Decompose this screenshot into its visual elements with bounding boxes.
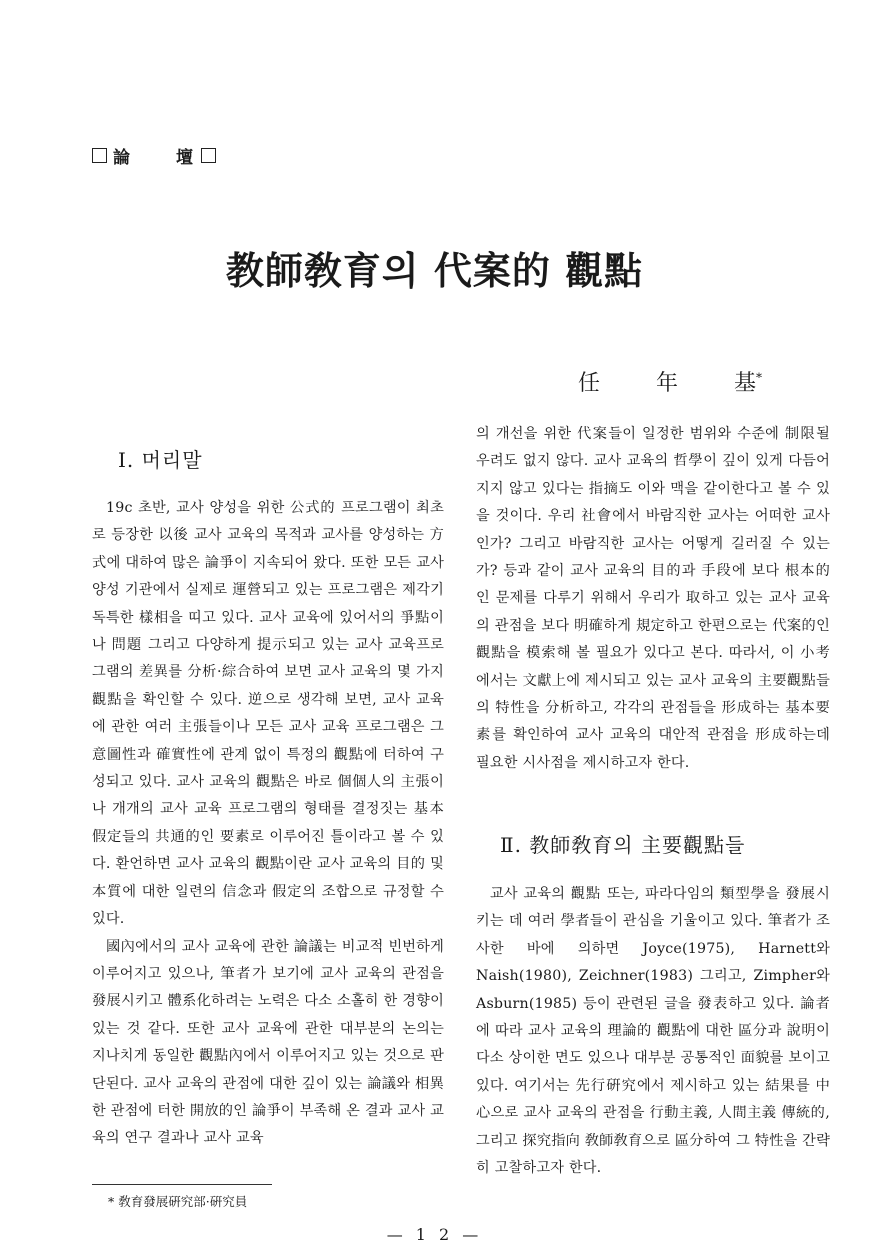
author-char-3: 基* <box>734 370 763 396</box>
section-tag-char-1: 論 <box>113 148 132 168</box>
author-name <box>578 366 762 397</box>
section-1-heading: Ⅰ. 머리말 <box>118 448 203 472</box>
section-tag <box>92 143 216 168</box>
paragraph: 의 개선을 위한 代案들이 일정한 범위와 수준에 制限될 우려도 없지 않다. 교사 교육의 哲學이 깊이 있게 다듬어지지 않고 있다는 指摘도 이와 맥을 같이한다고 볼 수 있을 것이다. 우리 社會에서 바람직한 교사는 어떠한 교사인가? 그리고 바람직한 교사는 어떻게 길러질 수 있는가? 등과 같이 교사 교육의 目的과 手段에 보다 根本的인 문제를 다루기 위해서 우리가 取하고 있는 교사 교육의 관점을 보다 明確하게 規定하고 한편으로는 代案的인 觀點을 模索해 볼 필요가 있다고 본다. 따라서, 이 小考에서는 文獻上에 제시되고 있는 교사 교육의 主要觀點들의 特性을 分析하고, 각각의 관점들을 形成하는 基本要素를 확인하여 교사 교육의 대안적 관점을 形成하는데 필요한 시사점을 제시하고자 한다. <box>476 426 830 771</box>
footnote: * 敎育發展硏究部·硏究員 <box>108 1194 248 1209</box>
paragraph: 國內에서의 교사 교육에 관한 論議는 비교적 빈번하게 이루어지고 있으나, 筆者가 보기에 교사 교육의 관점을 發展시키고 體系化하려는 노력은 다소 소홀히 한 경향이 있는 것 같다. 또한 교사 교육에 관한 대부분의 논의는 지나치게 동일한 觀點內에서 이루어지고 있는 것으로 판단된다. 교사 교육의 관점에 대한 깊이 있는 論議와 相異한 관점에 터한 開放的인 論爭이 부족해 온 결과 교사 교육의 연구 결과나 교사 교육 <box>92 938 444 1147</box>
paragraph: 19c 초반, 교사 양성을 위한 公式的 프로그램이 최초로 등장한 以後 교사 교육의 목적과 교사를 양성하는 方式에 대하여 많은 論爭이 지속되어 왔다. 또한 모든 교사 양성 기관에서 실제로 運營되고 있는 프로그램은 제각기 독특한 樣相을 띠고 있다. 교사 교육에 있어서의 爭點이나 問題 그리고 다양하게 提示되고 있는 교사 교육프로그램의 差異를 分析·綜合하여 보면 교사 교육의 몇 가지 觀點을 확인할 수 있다. 逆으로 생각해 보면, 교사 교육에 관한 여러 主張들이나 모든 교사 교육 프로그램은 그 意圖性과 確實性에 관계 없이 특정의 觀點에 터하여 구성되고 있다. 교사 교육의 觀點은 바로 個個人의 主張이나 개개의 교사 교육 프로그램의 형태를 결정짓는 基本假定들의 共通的인 要素로 이루어진 틀이라고 볼 수 있다. 환언하면 교사 교육의 觀點이란 교사 교육의 目的 및 本質에 대한 일련의 信念과 假定의 조합으로 규정할 수 있다. <box>92 500 444 928</box>
section-tag-char-2: 壇 <box>176 148 195 168</box>
paragraph: 교사 교육의 觀點 또는, 파라다임의 類型學을 發展시키는 데 여러 學者들이 관심을 기울이고 있다. 筆者가 조사한 바에 의하면 Joyce(1975), Harnett와 Naish(1980), Zeichner(1983) 그리고, Zimpher와 Asburn(1985) 등이 관련된 글을 發表하고 있다. 論者에 따라 교사 교육의 理論的 觀點에 대한 區分과 說明이 다소 상이한 면도 있으나 대부분 공통적인 面貌를 보이고 있다. 여기서는 先行硏究에서 제시하고 있는 結果를 中心으로 교사 교육의 관점을 行動主義, 人間主義 傳統的, 그리고 探究指向 敎師敎育으로 區分하여 그 特性을 간략히 고찰하고자 한다. <box>476 886 830 1177</box>
box-icon <box>92 148 107 163</box>
page-number: — 1 2 — <box>386 1225 483 1244</box>
left-column <box>92 495 444 1153</box>
footnote-divider <box>92 1184 272 1185</box>
section-tag-label <box>113 143 195 168</box>
box-icon <box>201 148 216 163</box>
article-title: 教師敎育의 代案的 觀點 <box>225 248 644 293</box>
section-2-heading: Ⅱ. 教師敎育의 主要觀點들 <box>500 833 746 857</box>
author-footnote-mark: * <box>756 370 763 385</box>
right-column <box>476 421 830 777</box>
author-char-2: 年 <box>656 371 679 396</box>
author-char-1: 任 <box>578 371 601 396</box>
right-column-section-2 <box>476 881 830 1182</box>
